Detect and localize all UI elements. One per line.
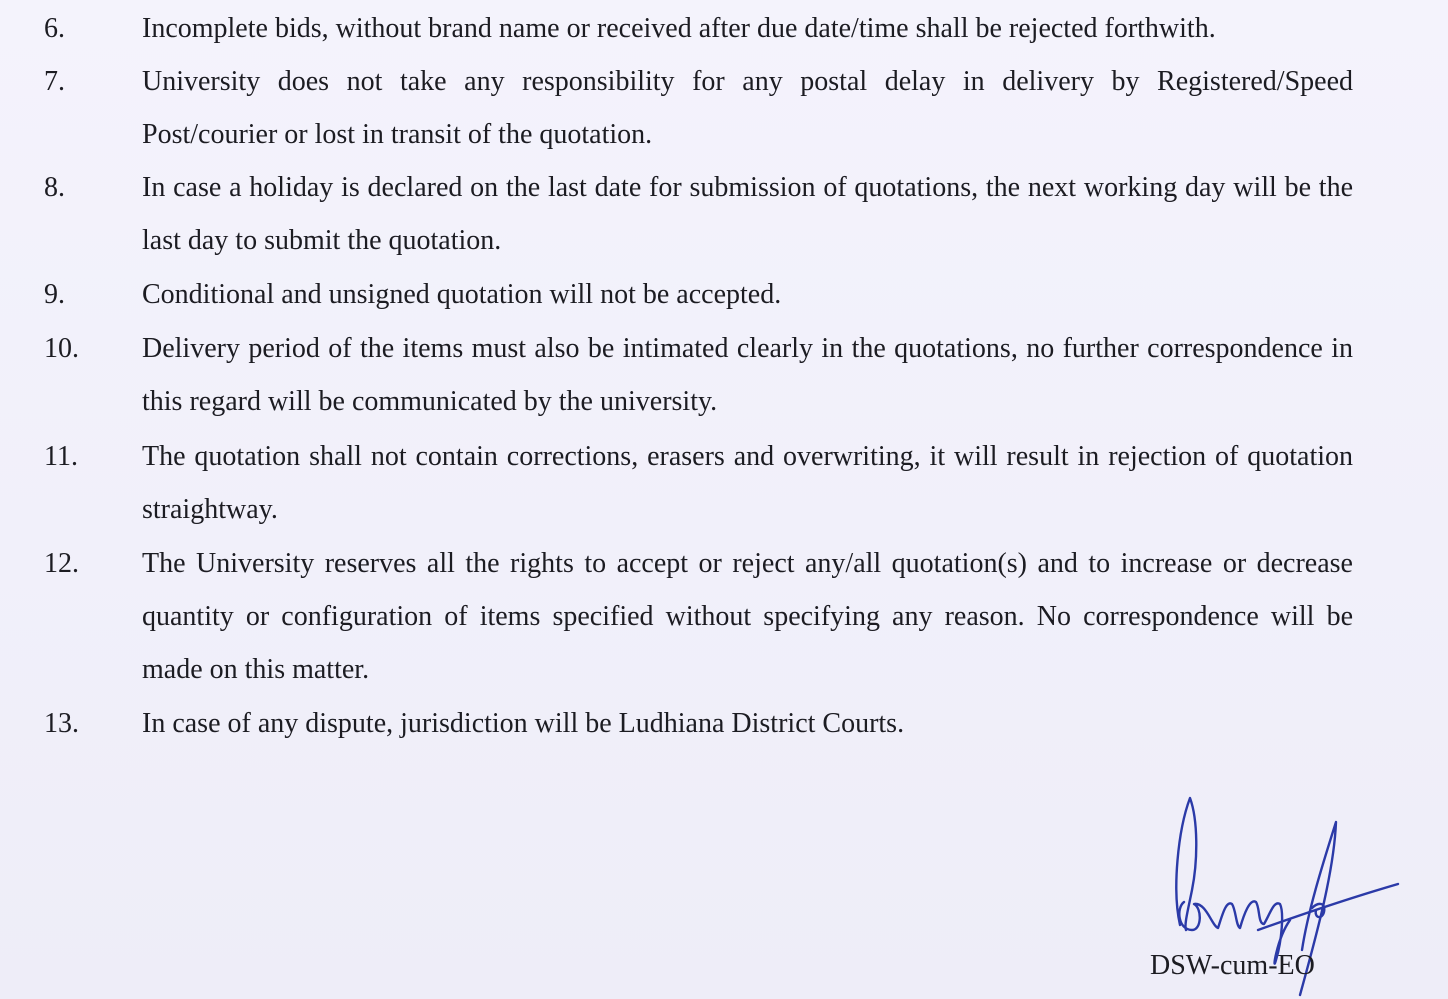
clause-text: Conditional and unsigned quotation will not be accepted.: [142, 279, 782, 310]
clause-text: Delivery period of the items must also be intimated clearly in the quotations, no further correspondence in this regard will be communicated by the university.: [142, 333, 1353, 417]
clause-text: The University reserves all the rights to accept or reject any/all quotation(s) and to increase or decrease quantity or configuration of items specified without specifying any reason. No correspondence will be made on this matter.: [142, 548, 1353, 685]
clause-number: 10.: [44, 333, 79, 364]
clause-text: Incomplete bids, without brand name or received after due date/time shall be rejected forthwith.: [142, 13, 1216, 44]
designation-label: DSW-cum-EO: [1150, 950, 1315, 981]
clause-number: 6.: [44, 13, 65, 44]
clause-number: 11.: [44, 441, 78, 472]
clause-text: The quotation shall not contain corrections, erasers and overwriting, it will result in rejection of quotation straightway.: [142, 441, 1353, 525]
clause-number: 8.: [44, 172, 65, 203]
clause-number: 7.: [44, 66, 65, 97]
clause-number: 9.: [44, 279, 65, 310]
clause-text: In case of any dispute, jurisdiction will be Ludhiana District Courts.: [142, 708, 905, 739]
clause-text: University does not take any responsibility for any postal delay in delivery by Registered/Speed Post/courier or lost in transit of the quotation.: [142, 66, 1353, 150]
clause-number: 12.: [44, 548, 79, 579]
clause-number: 13.: [44, 708, 79, 739]
clause-text: In case a holiday is declared on the last date for submission of quotations, the next working day will be the last day to submit the quotation.: [142, 172, 1353, 256]
